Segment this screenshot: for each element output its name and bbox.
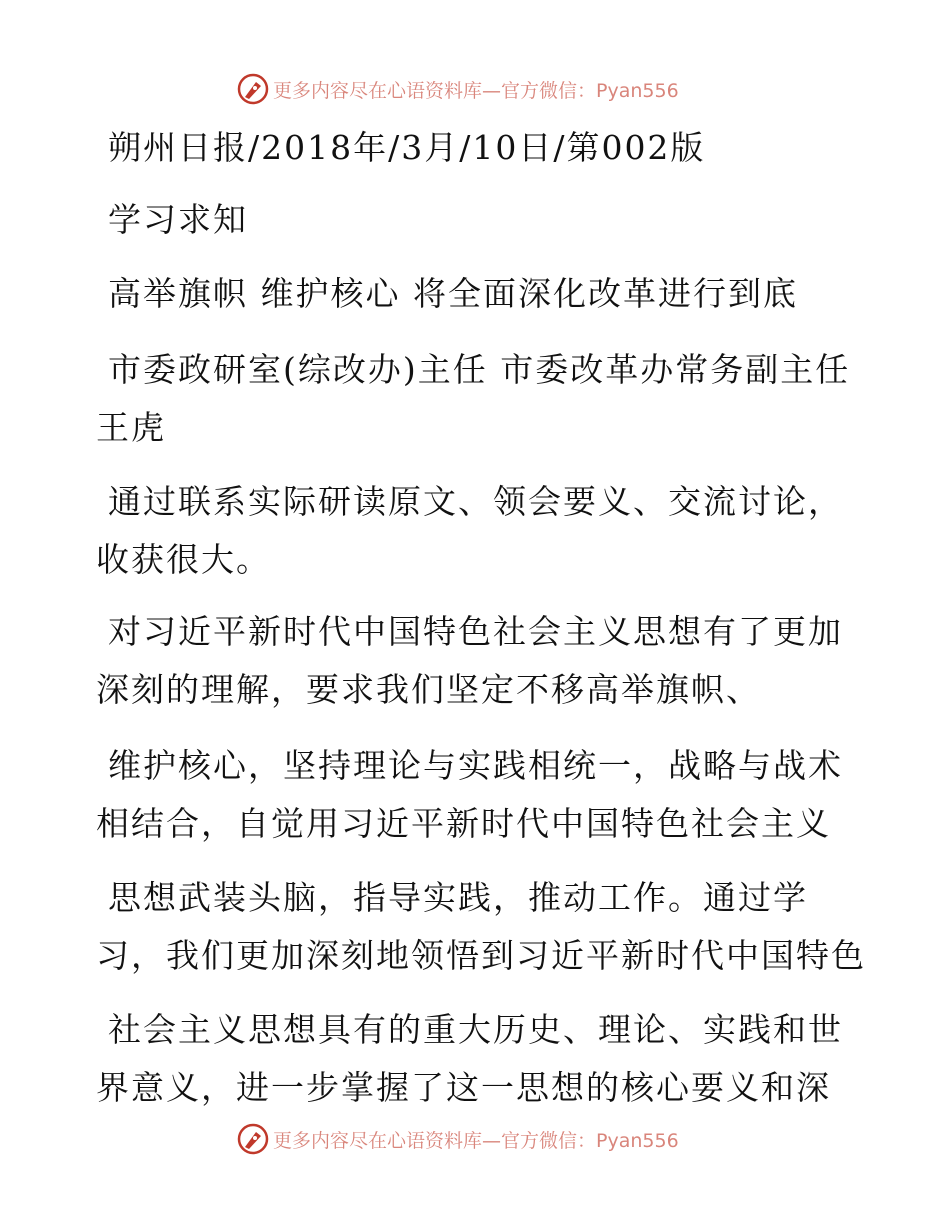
column-name: 学习求知 [108,200,248,239]
header-watermark-banner [236,72,716,106]
body-line: 相结合，自觉用习近平新时代中国特色社会主义 [96,804,831,843]
watermark-text: 更多内容尽在心语资料库—官方微信：Pyan556 [273,1129,679,1152]
body-line: 思想武装头脑，指导实践，推动工作。通过学 [108,878,808,917]
pen-nib-circle-logo-icon [236,72,270,106]
headline: 高举旗帜 维护核心 将全面深化改革进行到底 [108,274,798,313]
body-line: 通过联系实际研读原文、领会要义、交流讨论， [108,482,843,521]
body-line: 深刻的理解，要求我们坚定不移高举旗帜、 [96,670,761,709]
body-line: 对习近平新时代中国特色社会主义思想有了更加 [108,612,843,651]
body-line: 维护核心，坚持理论与实践相统一，战略与战术 [108,746,843,785]
watermark-text: 更多内容尽在心语资料库—官方微信：Pyan556 [273,79,679,102]
body-line: 习，我们更加深刻地领悟到习近平新时代中国特色 [96,936,866,975]
footer-watermark-banner [236,1122,716,1156]
author-line: 市委政研室(综改办)主任 市委改革办常务副主任 [108,350,851,389]
author-name: 王虎 [96,408,166,447]
body-line: 社会主义思想具有的重大历史、理论、实践和世 [108,1010,843,1049]
body-line: 界意义，进一步掌握了这一思想的核心要义和深 [96,1068,831,1107]
pen-nib-circle-logo-icon [236,1122,270,1156]
source-line: 朔州日报/2018年/3月/10日/第002版 [108,128,706,167]
body-line: 收获很大。 [96,540,271,579]
